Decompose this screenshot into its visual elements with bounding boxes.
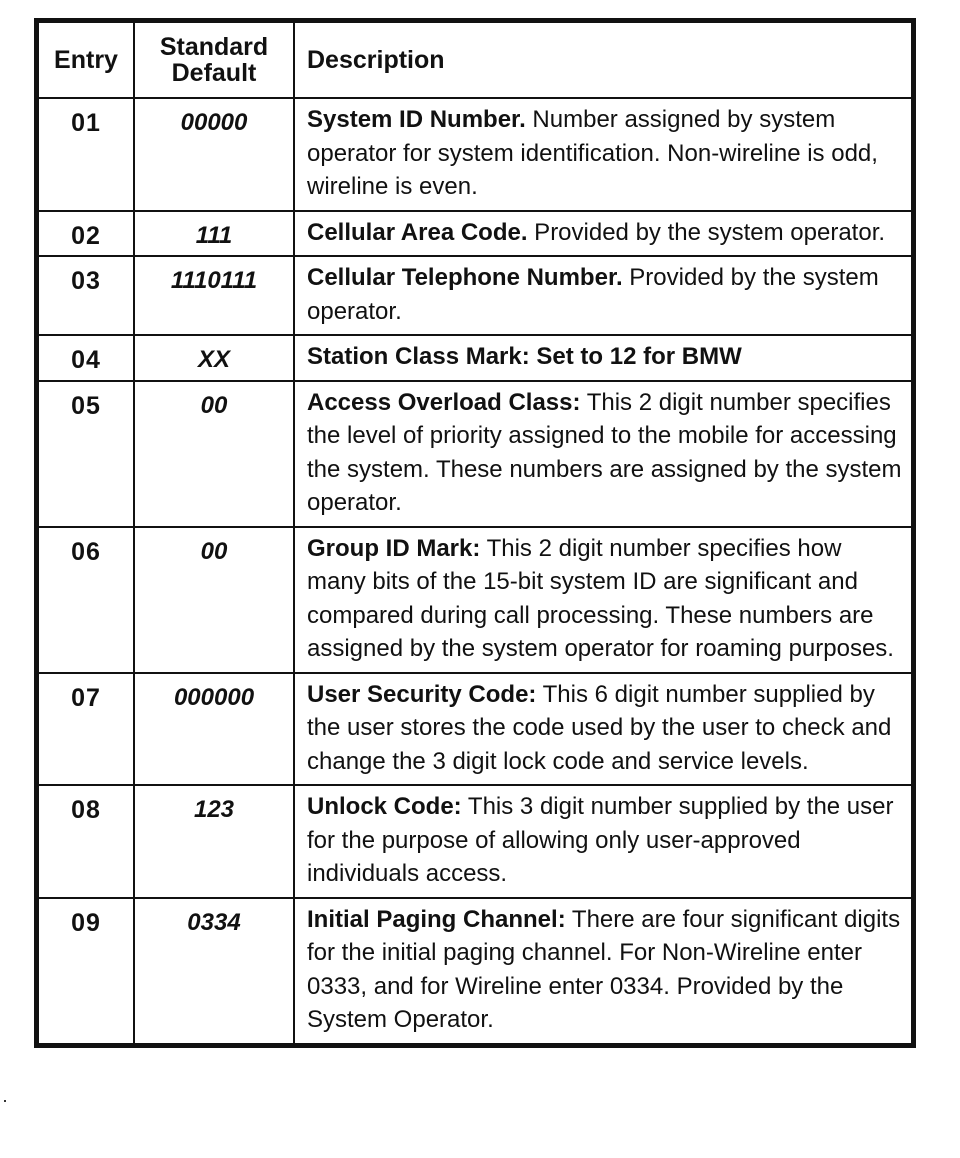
description-lead: Cellular Telephone Number. <box>307 264 623 291</box>
entry-cell: 06 <box>38 527 134 673</box>
table-row <box>38 381 912 527</box>
description-cell <box>294 381 912 527</box>
entry-cell: 03 <box>38 256 134 335</box>
description-lead: Initial Paging Channel: <box>307 905 566 933</box>
default-cell: 123 <box>134 785 294 898</box>
description-lead: Group ID Mark: <box>307 534 481 562</box>
default-cell: 000000 <box>134 673 294 786</box>
table-row <box>38 211 912 257</box>
table-row <box>38 256 912 335</box>
entry-header-label: Entry <box>54 46 118 74</box>
description-cell <box>294 211 912 257</box>
description-text: Number assigned by system operator for system identification. Non-wireline is odd, wireline is even. <box>307 106 878 200</box>
description-cell <box>294 527 912 673</box>
default-column-header <box>134 22 294 98</box>
entry-cell: 05 <box>38 381 134 527</box>
entry-cell: 01 <box>38 98 134 211</box>
default-cell: XX <box>134 335 294 381</box>
description-header-label: Description <box>307 46 445 74</box>
description-lead: Access Overload Class: <box>307 388 581 416</box>
default-cell: 0334 <box>134 898 294 1044</box>
header-row <box>38 22 912 98</box>
entry-column-header <box>38 22 134 98</box>
entry-cell: 09 <box>38 898 134 1044</box>
default-cell: 111 <box>134 211 294 257</box>
description-lead: System ID Number. <box>307 106 526 133</box>
entry-cell: 02 <box>38 211 134 257</box>
description-cell <box>294 335 912 381</box>
description-text: There are four significant digits for the initial paging channel. For Non-Wireline enter 0333, and for Wireline enter 0334. Provided by the System Operator. <box>307 905 901 1033</box>
entry-cell: 08 <box>38 785 134 898</box>
description-cell <box>294 256 912 335</box>
description-text: This 2 digit number specifies the level of priority assigned to the mobile for accessing the system. These numbers are assigned by the system operator. <box>307 388 902 516</box>
table-row <box>38 898 912 1044</box>
table-row <box>38 98 912 211</box>
default-cell: 00 <box>134 527 294 673</box>
description-text: This 3 digit number supplied by the user for the purpose of allowing only user-approved individuals access. <box>307 793 894 887</box>
default-cell: 00000 <box>134 98 294 211</box>
default-header-line1: Standard <box>159 33 269 61</box>
table-row <box>38 673 912 786</box>
entry-cell: 04 <box>38 335 134 381</box>
description-text: Provided by the system operator. <box>307 264 879 325</box>
table-row <box>38 335 912 381</box>
description-text: This 6 digit number supplied by the user stores the code used by the user to check and change the 3 digit lock code and service levels. <box>307 680 892 775</box>
description-text: Provided by the system operator. <box>527 218 886 246</box>
description-lead: Unlock Code: <box>307 793 462 820</box>
default-cell: 00 <box>134 381 294 527</box>
entry-cell: 07 <box>38 673 134 786</box>
description-lead: Cellular Area Code. <box>307 218 528 246</box>
description-cell <box>294 785 912 898</box>
description-cell <box>294 673 912 786</box>
description-column-header <box>294 22 912 98</box>
scan-speck <box>4 1100 6 1102</box>
programming-table-document <box>34 18 916 1048</box>
table-row <box>38 527 912 673</box>
default-header-line2: Default <box>171 59 257 87</box>
table-row <box>38 785 912 898</box>
description-lead: Station Class Mark: Set to 12 for BMW <box>307 343 742 370</box>
description-text: This 2 digit number specifies how many bits of the 15-bit system ID are significant and compared during call processing. These numbers are assigned by the system operator for roaming purposes. <box>307 534 894 662</box>
description-lead: User Security Code: <box>307 680 537 708</box>
description-cell <box>294 98 912 211</box>
default-cell: 1110111 <box>134 256 294 335</box>
entry-table <box>37 21 913 1045</box>
description-cell <box>294 898 912 1044</box>
